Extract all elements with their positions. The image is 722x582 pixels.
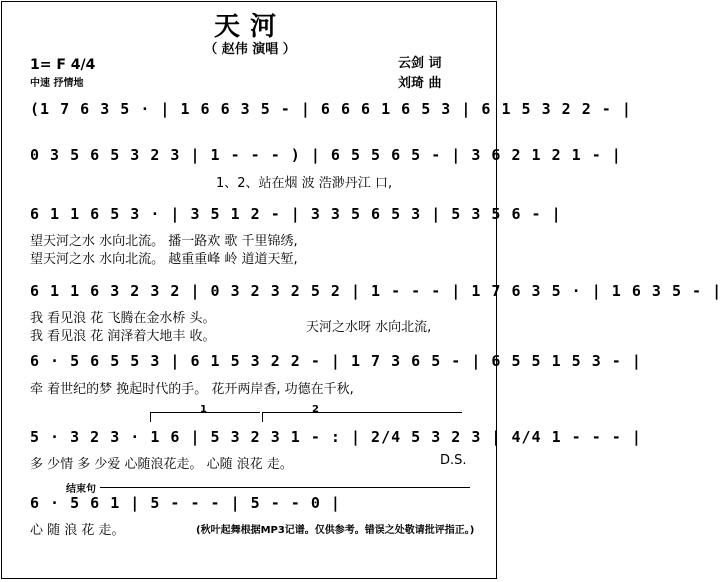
score-row-5-lyrics: 牵 着世纪的梦 挽起时代的手。 花开两岸香, 功德在千秋, [30, 382, 354, 397]
score-row-3-notes: 6 1 1 6 5 3 · | 3 5 1 2 - | 3 3 5 6 5 3 | 5 3 5 6 - | [30, 205, 562, 223]
score-row-5-notes: 6 · 5 6 5 5 3 | 6 1 5 3 2 2 - | 1 7 3 6 5 - | 6 5 5 1 5 3 - | [30, 352, 642, 370]
score-row-7-notes: 6 · 5 6 1 | 5 - - - | 5 - - 0 | [30, 494, 341, 512]
score-row-6-notes: 5 · 3 2 3 · 1 6 | 5 3 2 3 1 - : | 2/4 5 3 2 3 | 4/4 1 - - - | [30, 428, 642, 446]
score-row-4-lyrics-verse1: 我 看见浪 花 飞腾在金水桥 头。 [30, 311, 216, 326]
score-row-4-notes: 6 1 1 6 3 2 3 2 | 0 3 2 3 2 5 2 | 1 - - - | 1 7 6 3 5 · | 1 6 3 5 - | [30, 282, 722, 300]
lyricist-credit: 云剑 词 [398, 56, 442, 71]
volta-bracket-1-hook [150, 412, 151, 422]
key-signature: 1= F 4/4 [30, 57, 96, 73]
composer-credit: 刘琦 曲 [398, 76, 442, 91]
volta-bracket-2-hook [262, 412, 263, 422]
volta-number-2: 2 [312, 404, 319, 415]
coda-bracket [100, 487, 470, 488]
score-row-4-refrain: 天河之水呀 水向北流, [306, 320, 432, 335]
page-title: 天河 [213, 12, 286, 42]
coda-label: 结束句 [66, 484, 96, 495]
transcription-note: (秋叶起舞根据MP3记谱。仅供参考。错误之处敬请批评指正。) [196, 525, 475, 536]
score-row-2-lyrics: 1、2、站在烟 波 浩渺丹江 口, [216, 176, 393, 191]
score-row-7-lyrics: 心 随 浪 花 走。 [30, 523, 125, 538]
score-row-6-lyrics: 多 少情 多 少爱 心随浪花走。 心随 浪花 走。 [30, 457, 293, 472]
score-row-3-lyrics-verse1: 望天河之水 水向北流。 播一路欢 歌 千里锦绣, [30, 234, 298, 249]
dal-segno-marking: D.S. [440, 453, 467, 468]
subtitle: （ 赵伟 演唱 ） [204, 42, 296, 57]
score-row-1-notes: (1 7 6 3 5 · | 1 6 6 3 5 - | 6 6 6 1 6 5 3 | 6 1 5 3 2 2 - | [30, 100, 632, 118]
score-row-4-lyrics-verse2: 我 看见浪 花 润泽着大地丰 收。 [30, 329, 216, 344]
score-row-3-lyrics-verse2: 望天河之水 水向北流。 越重重峰 岭 道道天堑, [30, 252, 298, 267]
volta-bracket-2 [262, 412, 462, 413]
score-row-2-notes: 0 3 5 6 5 3 2 3 | 1 - - - ) | 6 5 5 6 5 - | 3 6 2 1 2 1 - | [30, 146, 622, 164]
tempo-marking: 中速 抒情地 [30, 78, 84, 89]
volta-number-1: 1 [200, 404, 207, 415]
